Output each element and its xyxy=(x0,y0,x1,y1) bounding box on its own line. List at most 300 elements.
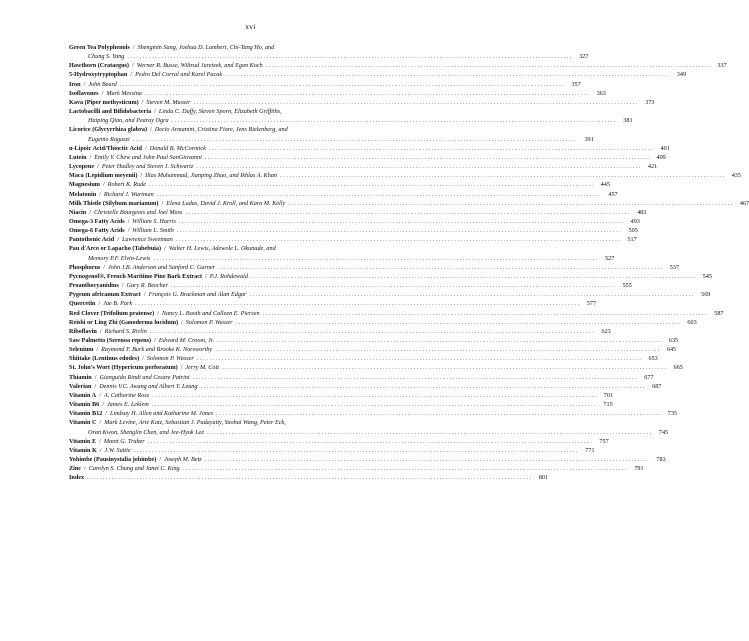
toc-separator: / xyxy=(140,172,143,180)
toc-entry-page: 577 xyxy=(586,300,597,308)
toc-entry-page: 357 xyxy=(571,80,581,88)
toc-separator: / xyxy=(205,272,207,280)
toc-entry xyxy=(69,226,638,235)
toc-entry-subject: Milk Thistle (Silybum marianum) xyxy=(69,199,159,207)
toc-entry-authors: William S. Harris xyxy=(132,217,176,225)
toc-entry-subject: 5-Hydroxytryptophan xyxy=(69,71,128,79)
toc-entry-line xyxy=(69,208,647,217)
toc-entry xyxy=(69,409,677,418)
toc-entry-authors: François G. Brackman and Alan Edgar xyxy=(148,291,247,299)
toc-entry-line xyxy=(69,354,658,363)
toc-entry-text xyxy=(69,327,147,336)
toc-entry-subject: Magnesium xyxy=(69,181,100,189)
toc-entry-continuation xyxy=(69,135,594,144)
toc-entry-text xyxy=(69,208,182,217)
toc-entry-line xyxy=(69,336,679,345)
dot-leader xyxy=(207,428,651,437)
toc-entry-authors: John J.B. Anderson and Sanford C. Garner xyxy=(108,263,216,271)
toc-entry-subject: Riboflavin xyxy=(69,327,97,335)
toc-entry xyxy=(69,199,749,208)
toc-entry-line xyxy=(69,70,687,79)
toc-entry xyxy=(69,61,727,70)
toc-entry-subject: Zinc xyxy=(69,465,82,473)
toc-separator: / xyxy=(99,327,102,335)
toc-entry-page: 409 xyxy=(656,153,666,161)
toc-entry-page: 527 xyxy=(605,254,615,262)
toc-entry xyxy=(69,153,666,162)
toc-entry xyxy=(69,144,670,153)
toc-entry-authors: Richard S. Rivlin xyxy=(104,327,147,335)
toc-entry-authors: Dennis V.C. Awang and Albert Y. Leung xyxy=(99,382,198,390)
toc-entry-authors: Robert K. Rude xyxy=(107,181,146,189)
toc-entry-line xyxy=(69,391,614,400)
toc-entry xyxy=(69,190,618,199)
dot-leader xyxy=(200,382,644,391)
toc-entry-authors: J.W. Suttie xyxy=(104,446,131,454)
toc-entry-line xyxy=(69,473,549,482)
toc-entry xyxy=(69,446,595,455)
toc-entry xyxy=(69,125,594,143)
toc-entry xyxy=(69,473,549,482)
toc-entry-subject: Lactobacilli and Bifidobacteria xyxy=(69,108,152,116)
toc-entry-authors: Jae B. Park xyxy=(103,300,133,308)
toc-entry-page: 715 xyxy=(603,401,613,409)
toc-separator: / xyxy=(181,318,183,326)
toc-entry-authors: Richard J. Wurtman xyxy=(103,190,154,198)
toc-entry-text xyxy=(69,116,169,125)
toc-entry-line xyxy=(69,373,654,382)
toc-entry-subject: Melatonin xyxy=(69,190,97,198)
toc-separator: / xyxy=(83,80,86,88)
toc-entry xyxy=(69,418,669,436)
toc-entry-page: 517 xyxy=(627,236,637,244)
toc-entry-page: 327 xyxy=(579,53,589,61)
toc-entry-text xyxy=(69,125,288,134)
toc-entry-authors: Peter Hadley and Steven J. Schwartz xyxy=(101,163,194,171)
dot-leader xyxy=(194,98,638,107)
toc-entry-line xyxy=(69,290,711,299)
toc-entry-authors: Joseph M. Betz xyxy=(164,456,202,464)
toc-entry xyxy=(69,455,666,464)
toc-entry-subject: Proanthocyanidins xyxy=(69,282,119,290)
toc-entry-text xyxy=(69,290,246,299)
toc-separator: / xyxy=(180,364,183,372)
toc-entry xyxy=(69,391,614,400)
toc-entry-authors: Werner R. Busse, Wiltrud Juretzek, and Egon Koch xyxy=(136,62,263,70)
toc-entry-subject: Omega-3 Fatty Acids xyxy=(69,217,125,225)
toc-entry xyxy=(69,208,647,217)
toc-entry-page: 677 xyxy=(644,373,654,381)
toc-entry-authors: Emily Y. Chew and John Paul SanGiovanni xyxy=(94,153,202,161)
toc-separator: / xyxy=(99,446,102,454)
toc-entry-subject: Vitamin B12 xyxy=(69,410,103,418)
toc-separator: / xyxy=(99,437,101,445)
toc-entry-page: 445 xyxy=(600,181,610,189)
toc-entry-page: 687 xyxy=(652,382,662,390)
toc-entry-text xyxy=(69,162,193,171)
toc-entry-continuation xyxy=(69,52,589,61)
toc-entry-text xyxy=(69,409,213,418)
toc-entry-authors: Linda C. Duffy, Steven Sporn, Elizabeth Griffiths, xyxy=(158,108,282,116)
toc-entry-line xyxy=(69,327,611,336)
toc-entry-text xyxy=(69,437,145,446)
toc-separator: / xyxy=(143,291,146,299)
toc-separator: / xyxy=(94,382,97,390)
toc-entry-page: 381 xyxy=(623,117,633,125)
toc-entry-subject: Selenium xyxy=(69,346,94,354)
toc-entry-authors: Solomon P. Wasser xyxy=(185,318,233,326)
toc-entry-text xyxy=(69,135,130,144)
toc-entry-text xyxy=(69,190,154,199)
toc-entry-subject: Iron xyxy=(69,80,81,88)
toc-entry-subject: Thiamin xyxy=(69,373,92,381)
toc-entry-text xyxy=(69,144,206,153)
toc-entry-page: 745 xyxy=(658,428,669,436)
toc-entry-page: 735 xyxy=(667,410,677,418)
toc-entry-authors: Lawrence Sweetman xyxy=(121,236,173,244)
toc-entry-line xyxy=(69,235,637,244)
toc-entry-text xyxy=(69,263,215,272)
toc-entry-subject: Reishi or Ling Zhi (Ganoderma lucidum) xyxy=(69,318,179,326)
dot-leader xyxy=(249,290,693,299)
toc-entry-authors: Haiping Qiao, and Pearay Ogra xyxy=(88,117,169,125)
toc-entry-authors: Carolyn S. Chung and Janet C. King xyxy=(88,465,180,473)
dot-leader xyxy=(152,391,596,400)
toc-entry-authors: Gianguido Rindi and Cesare Patrini xyxy=(99,373,190,381)
toc-separator: / xyxy=(157,309,159,317)
dot-leader xyxy=(205,455,649,464)
toc-entry-line xyxy=(69,455,666,464)
toc-entry-authors: A. Catharine Ross xyxy=(103,391,150,399)
dot-leader xyxy=(236,318,680,327)
dot-leader xyxy=(149,180,593,189)
toc-entry-authors: Shengmin Sang, Joshua D. Lambert, Chi-Tang Ho, and xyxy=(137,44,275,51)
toc-entry-authors: Nancy L. Booth and Colleen E. Piersen xyxy=(161,309,260,317)
toc-entry-text xyxy=(69,180,146,189)
toc-entry-page: 603 xyxy=(687,318,697,326)
toc-entry-text xyxy=(69,171,277,180)
dot-leader xyxy=(127,52,571,61)
toc-entry-authors: Oran Kwon, Shenglin Chen, and Jee-Hyuk Lee xyxy=(88,428,205,436)
toc-entry-authors: John Beard xyxy=(88,80,117,88)
toc-entry-continuation xyxy=(69,254,615,263)
toc-entry-text xyxy=(69,391,149,400)
toc-entry xyxy=(69,464,644,473)
toc-entry xyxy=(69,272,712,281)
toc-entry-page: 635 xyxy=(668,337,679,344)
toc-entry-page: 587 xyxy=(714,309,724,317)
toc-entry-line xyxy=(69,345,677,354)
toc-separator: / xyxy=(99,190,101,198)
toc-entry-continuation xyxy=(69,428,669,437)
toc-entry-text xyxy=(69,418,286,427)
toc-entry-subject: Valerian xyxy=(69,382,92,390)
toc-entry-text xyxy=(69,299,132,308)
toc-entry-authors: Jerry M. Cott xyxy=(185,364,219,372)
toc-entry-line xyxy=(69,153,666,162)
toc-separator: / xyxy=(127,227,130,235)
dot-leader xyxy=(222,363,666,372)
toc-entry xyxy=(69,217,640,226)
toc-entry-line xyxy=(69,309,724,318)
toc-entry-text xyxy=(69,98,191,107)
toc-entry-page: 337 xyxy=(717,62,727,70)
toc-entry-authors: Solomon P. Wasser xyxy=(146,355,194,363)
toc-entry-subject: Phosphorus xyxy=(69,263,101,271)
toc-entry-authors: James E. Leklem xyxy=(106,401,149,409)
dot-leader xyxy=(157,190,601,199)
toc-entry-text xyxy=(69,217,176,226)
toc-entry-page: 391 xyxy=(584,135,594,143)
toc-entry-text xyxy=(69,281,168,290)
toc-entry xyxy=(69,345,677,354)
toc-entry-text xyxy=(69,446,131,455)
toc-entry-page: 349 xyxy=(676,71,687,79)
toc-entry-text xyxy=(69,43,274,52)
toc-entry-page: 421 xyxy=(647,163,658,171)
page-folio: xvi xyxy=(245,22,256,31)
toc-entry xyxy=(69,89,606,98)
dot-leader xyxy=(135,299,579,308)
toc-entry-continuation xyxy=(69,116,633,125)
toc-entry-subject: Pau d'Arco or Lapacho (Tabebuia) xyxy=(69,245,162,253)
toc-entry-text xyxy=(69,226,174,235)
toc-entry-line xyxy=(69,263,680,272)
toc-entry-subject: St. John's Wort (Hypericum perforatum) xyxy=(69,364,178,372)
toc-entry xyxy=(69,162,658,171)
toc-entry-page: 545 xyxy=(702,272,712,280)
toc-entry-page: 373 xyxy=(645,98,655,106)
toc-entry xyxy=(69,327,611,336)
toc-entry xyxy=(69,235,637,244)
toc-entry-authors: P.J. Rohdewald xyxy=(209,272,248,280)
toc-entry-text xyxy=(69,61,263,70)
toc-entry xyxy=(69,80,581,89)
toc-entry-line xyxy=(69,363,683,372)
toc-entry-subject: Vitamin E xyxy=(69,437,97,445)
toc-separator: / xyxy=(150,126,152,134)
dot-leader xyxy=(218,263,662,272)
toc-entry-line xyxy=(69,43,447,52)
toc-entry-subject: Red Clover (Trifolium pratense) xyxy=(69,309,155,317)
toc-entry-text xyxy=(69,107,282,116)
toc-entry-line xyxy=(69,107,447,116)
toc-entry-text xyxy=(69,244,276,253)
toc-entry xyxy=(69,382,662,391)
toc-entry-subject: Maca (Lepidium meyenii) xyxy=(69,172,138,180)
toc-entry-page: 435 xyxy=(731,172,741,180)
toc-entry-line xyxy=(69,98,655,107)
toc-separator: / xyxy=(101,89,104,97)
toc-entry-page: 401 xyxy=(660,144,670,152)
toc-entry-line xyxy=(69,144,670,153)
toc-entry-authors: Steven M. Musser xyxy=(146,98,191,106)
toc-entry-text xyxy=(69,52,124,61)
toc-entry-authors: Gary R. Beecher xyxy=(126,282,168,290)
toc-entry-line xyxy=(69,199,749,208)
toc-separator: / xyxy=(154,337,156,344)
toc-entry-page: 757 xyxy=(599,437,609,445)
toc-separator: / xyxy=(96,346,99,354)
toc-entry-text xyxy=(69,199,285,208)
toc-entry-line xyxy=(69,226,638,235)
toc-entry-text xyxy=(69,153,202,162)
toc-entry-authors: William L. Smith xyxy=(132,227,174,235)
toc-entry-subject: Pantothenic Acid xyxy=(69,236,115,244)
toc-entry-page: 783 xyxy=(656,456,666,464)
toc-entry-text xyxy=(69,382,197,391)
toc-entry-line xyxy=(69,299,597,308)
toc-separator: / xyxy=(102,181,105,189)
toc-entry-text xyxy=(69,254,150,263)
dot-leader xyxy=(183,464,627,473)
toc-entry-line xyxy=(69,162,658,171)
toc-entry-line xyxy=(69,171,741,180)
toc-entry xyxy=(69,354,658,363)
toc-entry-page: 569 xyxy=(701,291,711,299)
toc-entry-line xyxy=(69,190,618,199)
toc-entry-subject: Pycnogenol®, French Maritime Pine Bark Extract xyxy=(69,272,203,280)
toc-entry-subject: Lycopene xyxy=(69,163,95,171)
toc-entry-text xyxy=(69,309,260,318)
toc-separator: / xyxy=(127,217,130,225)
toc-separator: / xyxy=(99,419,102,427)
toc-separator: / xyxy=(141,98,144,106)
toc-entry xyxy=(69,107,633,125)
toc-entry xyxy=(69,244,615,262)
toc-separator: / xyxy=(99,391,101,399)
dot-leader xyxy=(196,162,640,171)
toc-entry-page: 457 xyxy=(608,190,618,198)
toc-separator: / xyxy=(102,401,104,409)
toc-entry-subject: Niacin xyxy=(69,208,87,216)
toc-entry xyxy=(69,290,711,299)
toc-separator: / xyxy=(105,410,108,418)
toc-entry-text xyxy=(69,272,248,281)
toc-entry-subject: Green Tea Polyphenols xyxy=(69,44,130,51)
dot-leader xyxy=(215,345,659,354)
toc-entry-line xyxy=(69,464,644,473)
toc-entry xyxy=(69,400,613,409)
toc-separator: / xyxy=(103,263,106,271)
toc-entry xyxy=(69,363,683,372)
toc-entry-page: 665 xyxy=(673,364,683,372)
toc-entry-subject: Hawthorn (Crataegus) xyxy=(69,62,129,70)
toc-entry-subject: Licorice (Glycyrrhiza glabra) xyxy=(69,126,148,134)
toc-entry xyxy=(69,336,679,345)
toc-entry-page: 493 xyxy=(630,217,640,225)
toc-entry-line xyxy=(69,80,581,89)
toc-entry-authors: Ilias Muhammad, Jianping Zhao, and Ikhlas A. Khan xyxy=(145,172,278,180)
toc-separator: / xyxy=(97,163,99,171)
dot-leader xyxy=(171,281,615,290)
toc-separator: / xyxy=(117,236,119,244)
dot-leader xyxy=(217,336,661,345)
dot-leader xyxy=(193,373,637,382)
toc-entry-line xyxy=(69,382,662,391)
toc-entry-subject: Omega-6 Fatty Acids xyxy=(69,227,125,235)
toc-entry-line xyxy=(69,318,697,327)
toc-entry-subject: Vitamin B6 xyxy=(69,401,100,409)
toc-entry-text xyxy=(69,363,219,372)
toc-entry-line xyxy=(69,272,712,281)
toc-separator: / xyxy=(89,208,91,216)
toc-entry-line xyxy=(69,281,632,290)
toc-entry-subject: Quercetin xyxy=(69,300,96,308)
toc-entry-subject: Yohimbe (Pausinystalia johimbe) xyxy=(69,456,157,464)
toc-entry-authors: Raymond F. Burk and Brooke K. Norsworthy xyxy=(101,346,213,354)
toc-entry-authors: Eugenio Ragazzi xyxy=(88,135,130,143)
dot-leader xyxy=(148,437,592,446)
toc-entry-text xyxy=(69,70,222,79)
toc-separator: / xyxy=(89,153,92,161)
toc-entry-line xyxy=(69,125,447,134)
toc-entry-text xyxy=(69,345,212,354)
dot-leader xyxy=(209,144,653,153)
toc-entry-subject: Lutein xyxy=(69,153,87,161)
toc-entry-page: 467 xyxy=(739,199,749,207)
dot-leader xyxy=(172,116,616,125)
toc-entry-text xyxy=(69,373,190,382)
toc-entry-page: 363 xyxy=(596,89,606,97)
toc-entry xyxy=(69,70,687,79)
dot-leader xyxy=(266,61,710,70)
dot-leader xyxy=(134,446,578,455)
toc-entry-subject: Isoflavones xyxy=(69,89,99,97)
toc-separator: / xyxy=(94,373,97,381)
toc-entry-authors: Chung S. Yang xyxy=(88,53,125,61)
toc-entry-authors: Mark Levine, Arie Katz, Sebastian J. Padayatty, Yaohui Wang, Peter Eck, xyxy=(104,419,286,427)
dot-leader xyxy=(225,70,669,79)
dot-leader xyxy=(133,135,577,144)
toc-entry-text xyxy=(69,80,117,89)
toc-entry-text xyxy=(69,464,180,473)
toc-entry-subject: Pygeum africanum Extract xyxy=(69,291,141,299)
toc-entry-page: 645 xyxy=(666,346,677,354)
toc-entry-page: 555 xyxy=(622,282,632,290)
toc-entry-authors: Donald B. McCormick xyxy=(149,144,206,152)
toc-entry-authors: Memory P.F. Elvin-Lewis xyxy=(88,254,151,262)
toc-entry-authors: Edward M. Croom, Jr. xyxy=(158,337,215,344)
toc-entry-subject: Vitamin C xyxy=(69,419,97,427)
toc-entry-line xyxy=(69,244,447,253)
toc-entry-line xyxy=(69,409,677,418)
toc-entry xyxy=(69,281,632,290)
toc-entry-text xyxy=(69,354,194,363)
dot-leader xyxy=(87,473,531,482)
toc-entry-line xyxy=(69,400,613,409)
dot-leader xyxy=(152,400,596,409)
toc-entry-line xyxy=(69,418,447,427)
dot-leader xyxy=(145,89,589,98)
toc-entry xyxy=(69,437,609,446)
toc-entry-page: 801 xyxy=(538,474,549,482)
toc-entry-subject: Shiitake (Lentinus edodes) xyxy=(69,355,140,363)
toc-separator: / xyxy=(154,108,156,116)
dot-leader xyxy=(197,354,641,363)
toc-entry-page: 505 xyxy=(628,227,638,235)
toc-entry xyxy=(69,263,680,272)
toc-separator: / xyxy=(130,71,133,79)
toc-entry-text xyxy=(69,235,173,244)
dot-leader xyxy=(288,199,732,208)
dot-leader xyxy=(216,409,660,418)
dot-leader xyxy=(205,153,649,162)
toc-entry-subject: Index xyxy=(69,474,85,482)
toc-entry-text xyxy=(69,318,233,327)
toc-entry-authors: Elena Ladas, David J. Kroll, and Kara M. Kelly xyxy=(166,199,286,207)
toc-entry-line xyxy=(69,61,727,70)
